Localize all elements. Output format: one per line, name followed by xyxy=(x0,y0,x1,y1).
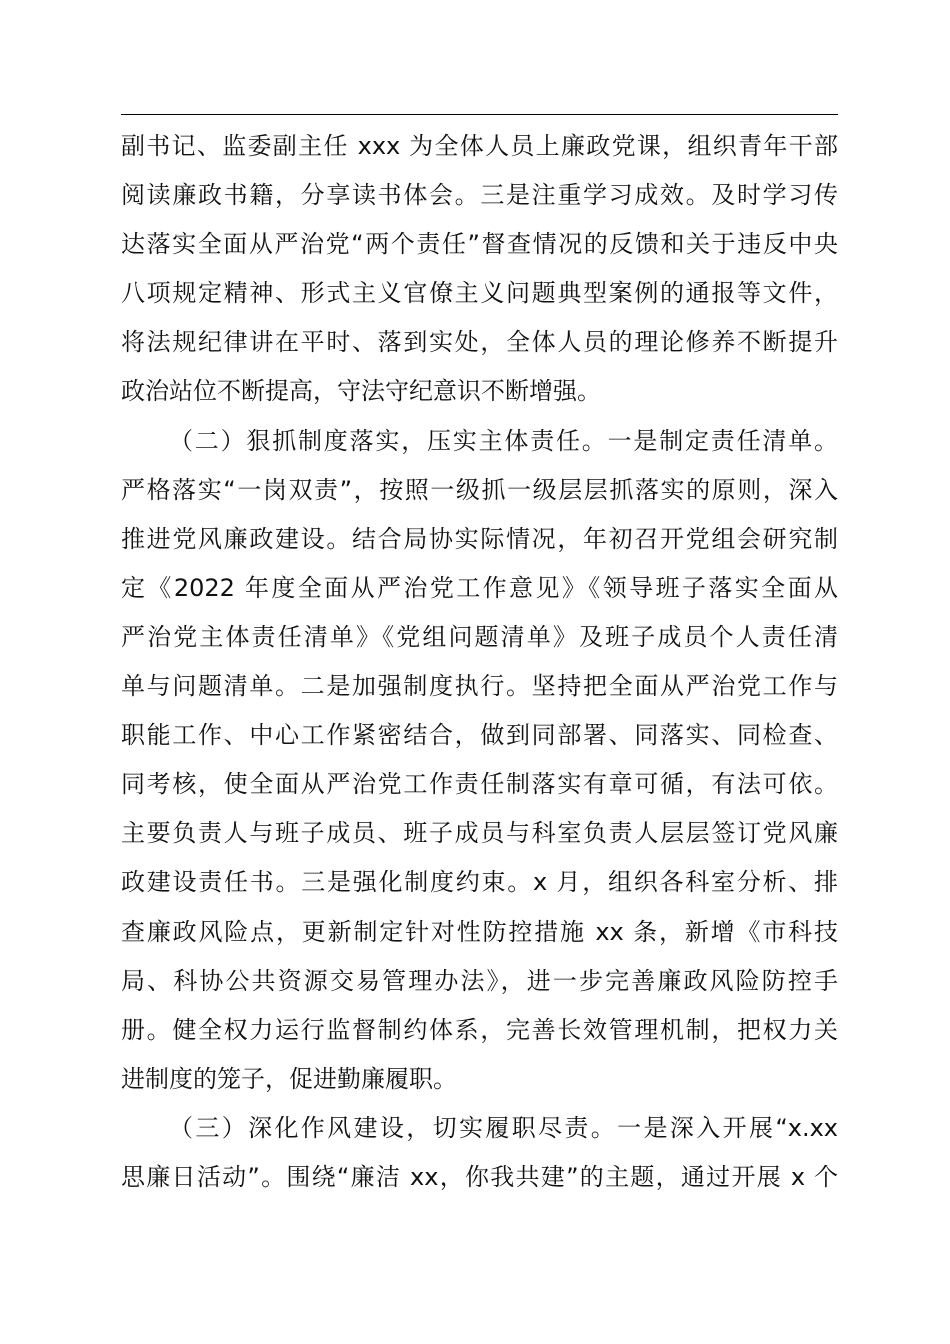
text-line: 八项规定精神、形式主义官僚主义问题典型案例的通报等文件， xyxy=(121,279,838,308)
text-line: 将法规纪律讲在平时、落到实处，全体人员的理论修养不断提升 xyxy=(121,328,838,357)
text-line: 单与问题清单。二是加强制度执行。坚持把全面从严治党工作与 xyxy=(121,672,838,701)
text-line: 副书记、监委副主任 xxx 为全体人员上廉政党课，组织青年干部 xyxy=(121,132,838,160)
text-line: 阅读廉政书籍，分享读书体会。三是注重学习成效。及时学习传 xyxy=(121,181,838,210)
text-line: 推进党风廉政建设。结合局协实际情况，年初召开党组会研究制 xyxy=(121,524,838,553)
document-body xyxy=(121,122,838,1202)
text-line: 思廉日活动”。围绕“廉洁 xx，你我共建”的主题，通过开展 x 个 xyxy=(121,1162,838,1191)
text-line: 同考核，使全面从严治党工作责任制落实有章可循，有法可依。 xyxy=(121,770,838,799)
text-line: 进制度的笼子，促进勤廉履职。 xyxy=(121,1064,457,1093)
header-rule xyxy=(121,114,838,115)
text-line: 职能工作、中心工作紧密结合，做到同部署、同落实、同检查、 xyxy=(121,721,838,750)
text-line: 严格落实“一岗双责”，按照一级抓一级层层抓落实的原则，深入 xyxy=(121,475,838,504)
text-line: 严治党主体责任清单》《党组问题清单》及班子成员个人责任清 xyxy=(121,622,838,651)
text-line: 查廉政风险点，更新制定针对性防控措施 xx 条，新增《市科技 xyxy=(121,917,838,946)
section-heading-line: （二）狠抓制度落实，压实主体责任。一是制定责任清单。 xyxy=(169,426,838,455)
text-line: 局、科协公共资源交易管理办法》，进一步完善廉政风险防控手 xyxy=(121,966,838,995)
text-line: 册。健全权力运行监督制约体系，完善长效管理机制，把权力关 xyxy=(121,1015,838,1044)
text-line: 主要负责人与班子成员、班子成员与科室负责人层层签订党风廉 xyxy=(121,819,838,848)
section-heading-line: （三）深化作风建设，切实履职尽责。一是深入开展“x.xx xyxy=(169,1113,838,1142)
text-line: 政建设责任书。三是强化制度约束。x 月，组织各科室分析、排 xyxy=(121,868,838,897)
text-line: 政治站位不断提高，守法守纪意识不断增强。 xyxy=(121,377,601,406)
text-line: 达落实全面从严治党“两个责任”督查情况的反馈和关于违反中央 xyxy=(121,230,838,259)
text-line: 定《2022 年度全面从严治党工作意见》《领导班子落实全面从 xyxy=(121,573,838,602)
